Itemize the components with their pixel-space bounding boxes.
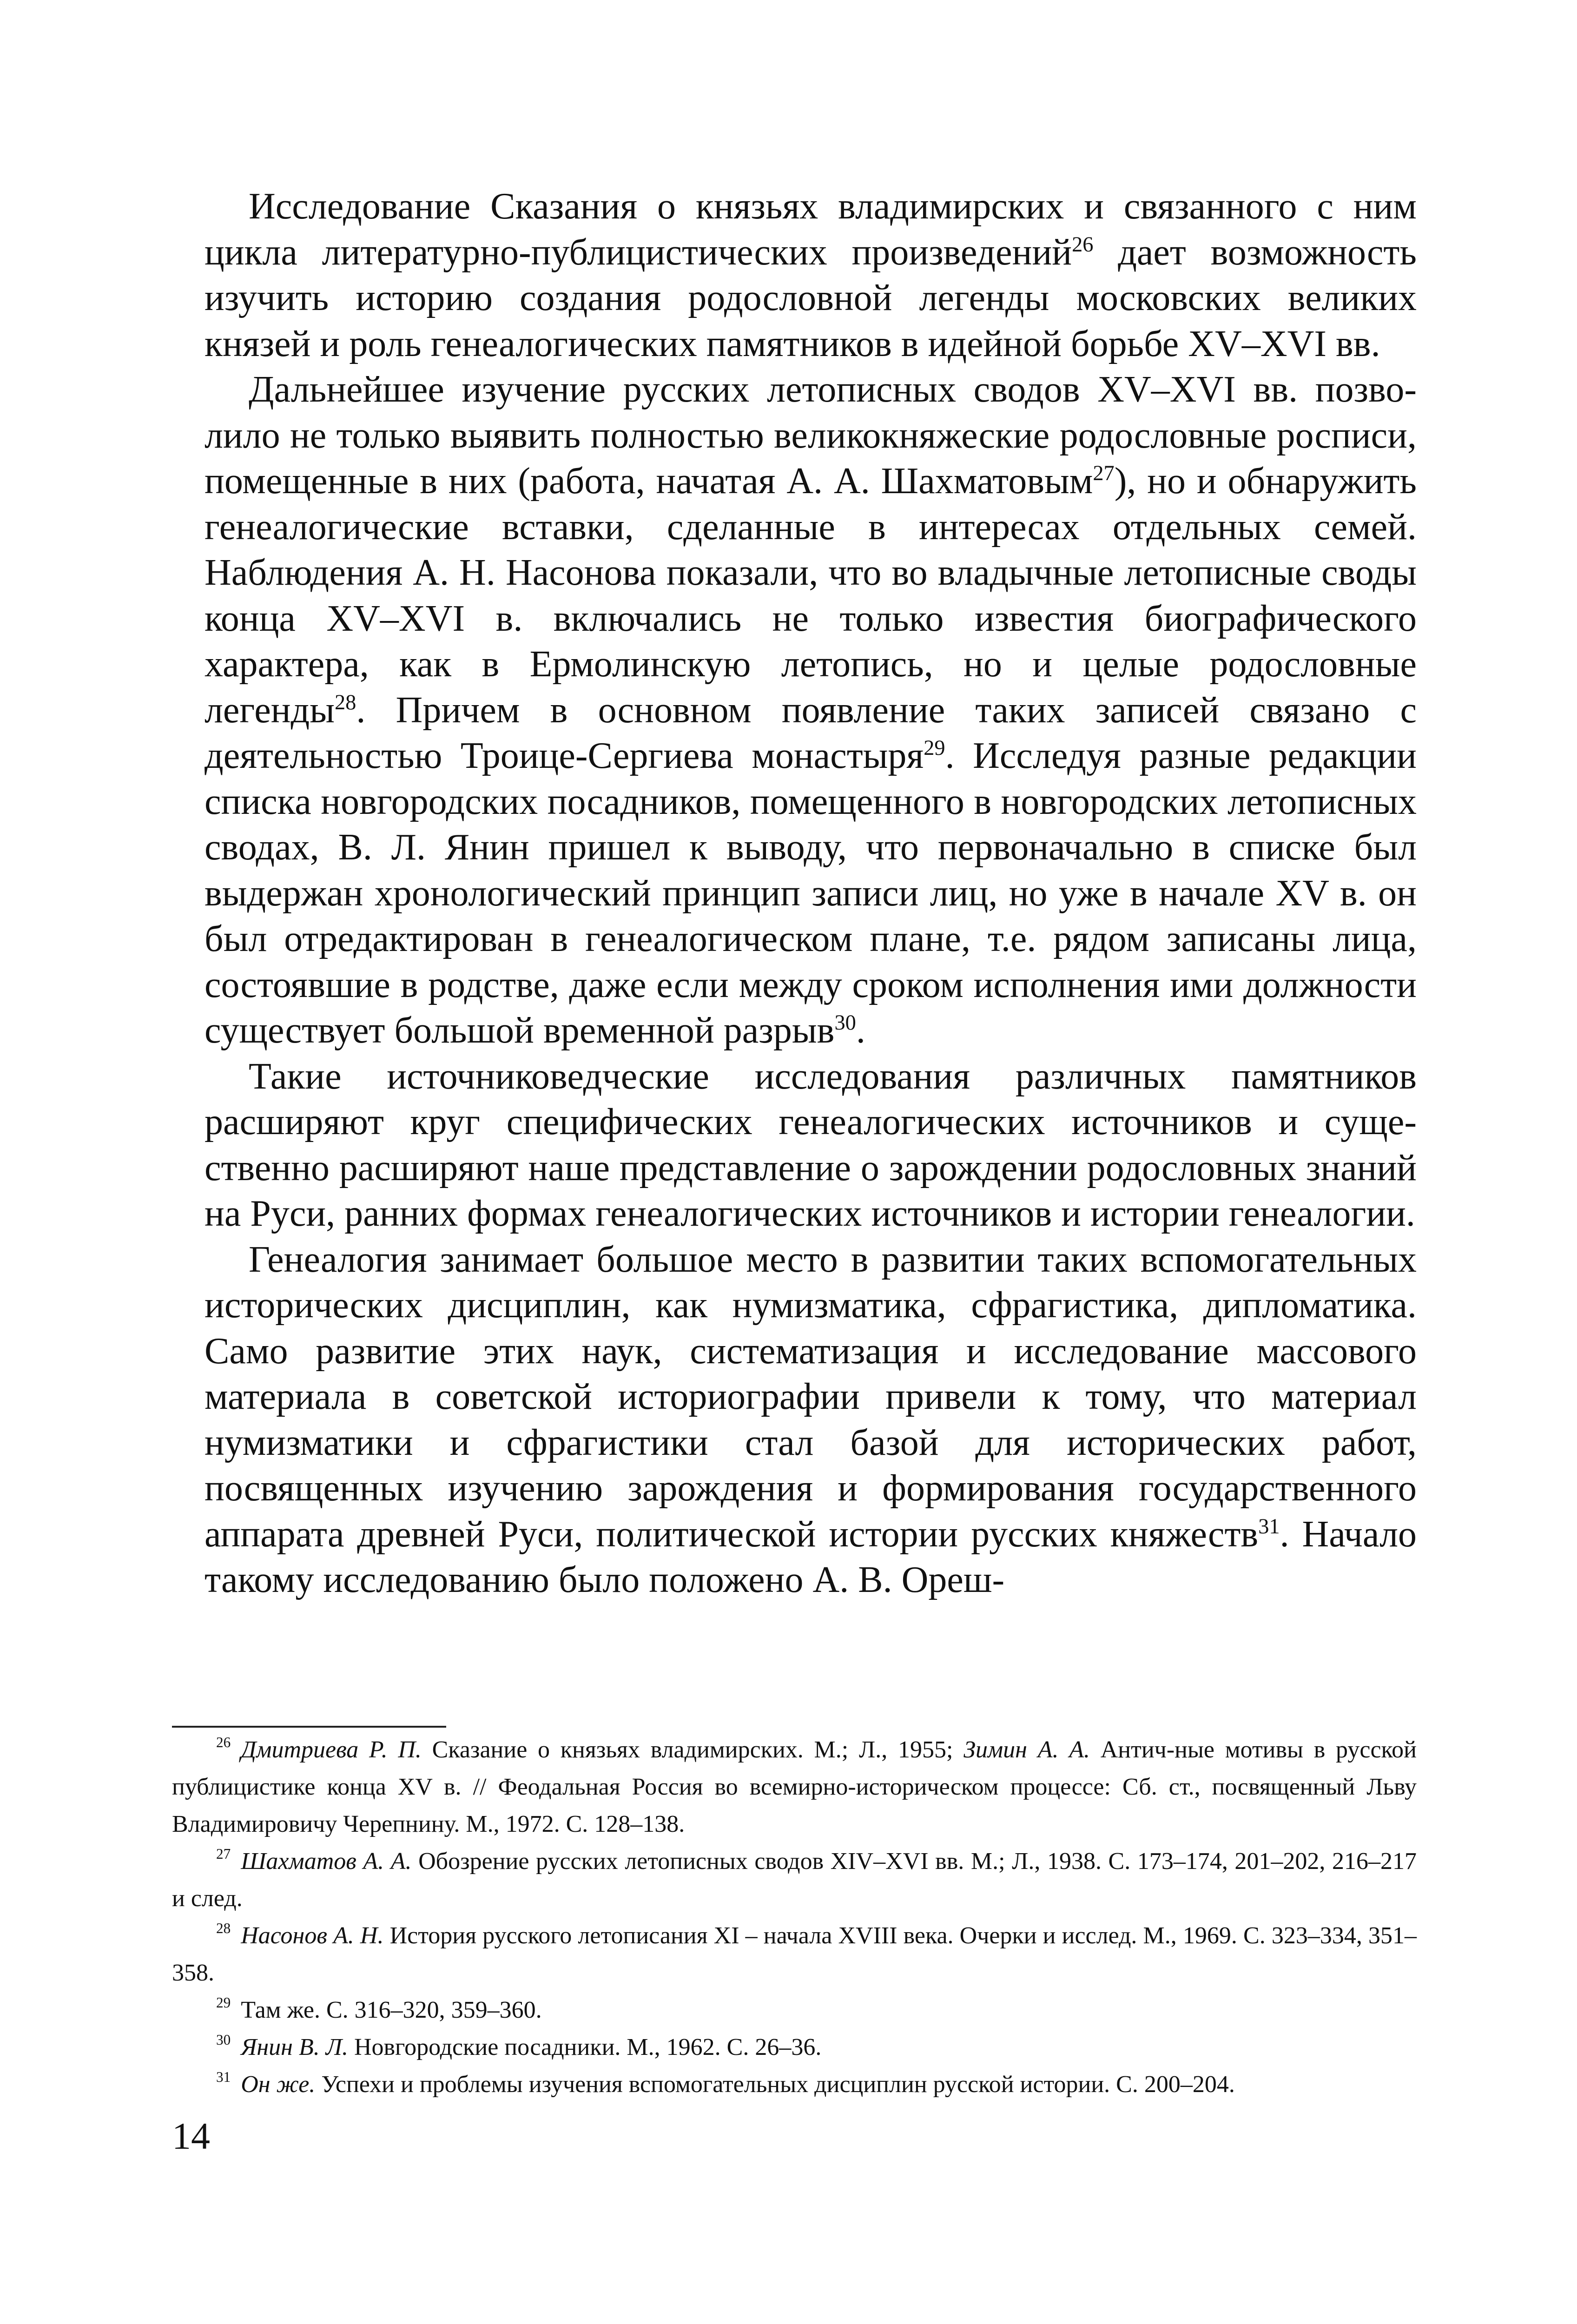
footnote bbox=[172, 1992, 1417, 2029]
footnote-text: Сказание о князьях владимирских. М.; Л., 1955; bbox=[421, 1736, 964, 1763]
footnote-author: Шахматов А. А. bbox=[241, 1848, 412, 1875]
footnote-text: История русского летописания XI – начала XVIII века. Очерки и исслед. М., 1969. С. 323–334, 351–358. bbox=[172, 1922, 1417, 1986]
footnote-reference: 29 bbox=[924, 736, 945, 760]
page-number: 14 bbox=[172, 2115, 210, 2157]
footnote-reference: 30 bbox=[834, 1011, 856, 1035]
footnote-author: Насонов А. Н. bbox=[241, 1922, 384, 1949]
footnote-number: 29 bbox=[216, 1994, 231, 2011]
paragraph bbox=[205, 367, 1417, 1054]
footnote-separator bbox=[172, 1726, 446, 1728]
footnote-reference: 28 bbox=[334, 690, 356, 714]
paragraph bbox=[205, 184, 1417, 367]
footnote-number: 26 bbox=[216, 1734, 231, 1751]
paragraph bbox=[205, 1054, 1417, 1237]
footnote-text: Новгородские посадники. М., 1962. С. 26–36. bbox=[348, 2034, 822, 2060]
footnote-number: 31 bbox=[216, 2069, 231, 2086]
footnote-text: Антич-ные мотивы в русской публицистике конца XV в. // Феодальная Россия во всемирно-историческом процессе: Сб. ст., посвященный Льву Владимировичу Черепнину. М., 1972. С. 128–138. bbox=[172, 1736, 1417, 1837]
footnote-reference: 31 bbox=[1258, 1514, 1280, 1538]
main-text bbox=[205, 184, 1417, 1603]
footnote-reference: 26 bbox=[1072, 232, 1094, 257]
footnote bbox=[172, 2029, 1417, 2066]
footnote-author: Дмитриева Р. П. bbox=[241, 1736, 422, 1763]
footnote-text: Там же. С. 316–320, 359–360. bbox=[241, 1997, 542, 2023]
paragraph bbox=[205, 1237, 1417, 1603]
footnote-text: Успехи и проблемы изучения вспомогательных дисциплин русской истории. С. 200–204. bbox=[315, 2071, 1235, 2098]
text-run: Дальнейшее изучение русских летописных сводов XV–XVI вв. позволило не только выявить полностью великокняжеские родословные росписи, помещенные в них (работа, начатая А. А. Шахматовым bbox=[205, 369, 1417, 502]
footnote-author: Он же. bbox=[241, 2071, 316, 2098]
footnotes bbox=[172, 1731, 1417, 2103]
text-run: Исследование Сказания о князьях владимирских и связанного с ним цикла литературно-публицистических произведений bbox=[205, 186, 1417, 273]
footnote-number: 27 bbox=[216, 1846, 231, 1862]
footnote bbox=[172, 1843, 1417, 1917]
footnote-number: 28 bbox=[216, 1920, 231, 1937]
footnote-author: Янин В. Л. bbox=[241, 2034, 348, 2060]
text-run: . Исследуя разные редакции списка новгородских посадников, помещенного в новгородских летописных сводах, В. Л. Янин пришел к выводу, что первоначально в списке был выдержан хронологический принцип записи лиц, но уже в начале XV в. он был отредактирован в генеалогическом плане, т.е. рядом записаны лица, состоявшие в родстве, даже если между сроком исполнения ими должности существует большой временной разрыв bbox=[205, 735, 1417, 1051]
footnote-number: 30 bbox=[216, 2032, 231, 2048]
footnote-text: Обозрение русских летописных сводов XIV–XVI вв. М.; Л., 1938. С. 173–174, 201–202, 216–217 и след. bbox=[172, 1848, 1417, 1912]
text-run: Такие источниковедческие исследования различных памятников расширяют круг специфических генеалогических источников и существенно расширяют наше представление о зарождении родословных знаний на Руси, ранних формах генеалогических источников и истории генеалогии. bbox=[205, 1056, 1417, 1234]
text-run: дает возможность изучить историю создания родословной легенды московских великих князей и роль генеалогических памятников в идейной борьбе XV–XVI вв. bbox=[205, 231, 1417, 364]
footnote bbox=[172, 1917, 1417, 1992]
text-run: Генеалогия занимает большое место в развитии таких вспомогательных исторических дисциплин, как нумизматика, сфрагистика, дипломатика. Само развитие этих наук, систематизация и исследование массового материала в советской историографии привели к тому, что материал нумизматики и сфрагистики стал базой для исторических работ, посвященных изучению зарождения и формирования государственного аппарата древней Руси, политической истории русских княжеств bbox=[205, 1239, 1417, 1555]
text-run: . Причем в основном появление таких записей связано с деятельностью Троице-Сергиева монастыря bbox=[205, 689, 1417, 776]
footnote-author: Зимин А. А. bbox=[963, 1736, 1090, 1763]
text-run: ), но и обнаружить генеалогические вставки, сделанные в интересах отдельных семей. Наблюдения А. Н. Насонова показали, что во владычные летописные своды конца XV–XVI в. включались не только известия биографического характера, как в Ермолинскую летопись, но и целые родословные легенды bbox=[205, 461, 1417, 731]
footnote-reference: 27 bbox=[1093, 462, 1115, 486]
text-run: . Начало такому исследованию было положено А. В. Ореш- bbox=[205, 1513, 1417, 1600]
footnote bbox=[172, 2066, 1417, 2103]
text-run: . bbox=[856, 1010, 865, 1051]
footnote bbox=[172, 1731, 1417, 1843]
